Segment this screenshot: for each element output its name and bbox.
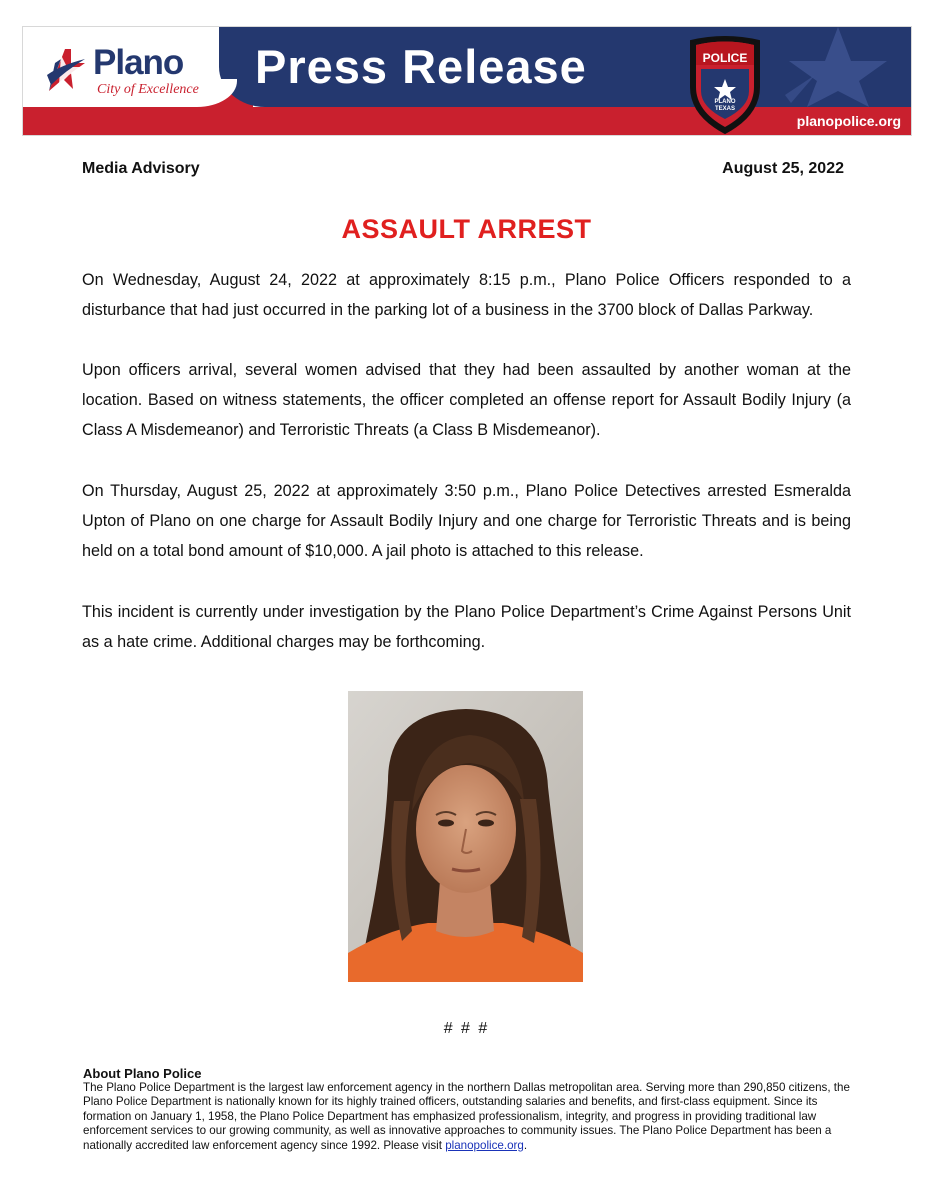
- police-badge: [687, 35, 763, 135]
- jail-photo-image: [348, 691, 583, 982]
- press-release-title: Press Release: [255, 40, 587, 93]
- about-body-end: .: [523, 1138, 528, 1152]
- badge-bottom-text-1: PLANO: [714, 99, 736, 105]
- plano-logo: [41, 43, 211, 103]
- police-shield-icon: [687, 35, 763, 135]
- end-separator: # # #: [443, 1020, 490, 1037]
- about-body: [83, 1081, 858, 1153]
- paragraph-4: This incident is currently under investigation by the Plano Police Department’s Crime Against Persons Unit as a hate crime. Additional charges may be forthcoming.: [82, 603, 851, 651]
- plano-tagline: City of Excellence: [97, 82, 199, 97]
- watermark-star-icon: [775, 26, 901, 109]
- paragraph-3: On Thursday, August 25, 2022 at approximately 3:50 p.m., Plano Police Detectives arrested Esmeralda Upton of Plano on one charge for Assault Bodily Injury and one charge for Terroristic Threats and is being held on a total bond amount of $10,000. A jail photo is attached to this release.: [82, 482, 851, 560]
- paragraph-2: Upon officers arrival, several women advised that they had been assaulted by another woman at the location. Based on witness statements, the officer completed an offense report for Assault Bodily Injury (a Class A Misdemeanor) and Terroristic Threats (a Class B Misdemeanor).: [82, 361, 851, 439]
- media-advisory-label: Media Advisory: [82, 160, 200, 177]
- badge-top-text: POLICE: [702, 51, 748, 65]
- jail-photo: [348, 691, 583, 982]
- about-section: [83, 1066, 858, 1153]
- about-body-text: The Plano Police Department is the largest law enforcement agency in the northern Dallas metropolitan area. Serving more than 290,850 citizens, the Plano Police Department is nationally known for its highly trained officers, outstanding salaries and benefits, and first-class equipment. Since its formation on January 1, 1958, the Plano Police Department has emphasized professionalism, integrity, and progress in providing traditional law enforcement services to our growing community, as well as innovative approaches to community issues. The Plano Police Department has been a nationally accredited law enforcement agency since 1992. Please visit: [83, 1081, 850, 1152]
- plano-wordmark: Plano: [93, 43, 184, 82]
- press-release-banner: [22, 26, 912, 136]
- about-website-link[interactable]: planopolice.org: [445, 1138, 524, 1152]
- banner-red-stripe: [23, 107, 912, 136]
- site-url-link[interactable]: planopolice.org: [796, 113, 901, 129]
- plano-star-icon: [41, 45, 89, 95]
- paragraph-1: On Wednesday, August 24, 2022 at approximately 8:15 p.m., Plano Police Officers responded to a disturbance that had just occurred in the parking lot of a business in the 3700 block of Dallas Parkway.: [82, 271, 851, 319]
- release-date: August 25, 2022: [722, 160, 844, 177]
- about-title: About Plano Police: [83, 1066, 202, 1081]
- headline: ASSAULT ARREST: [341, 214, 592, 244]
- badge-bottom-text-2: TEXAS: [714, 106, 735, 112]
